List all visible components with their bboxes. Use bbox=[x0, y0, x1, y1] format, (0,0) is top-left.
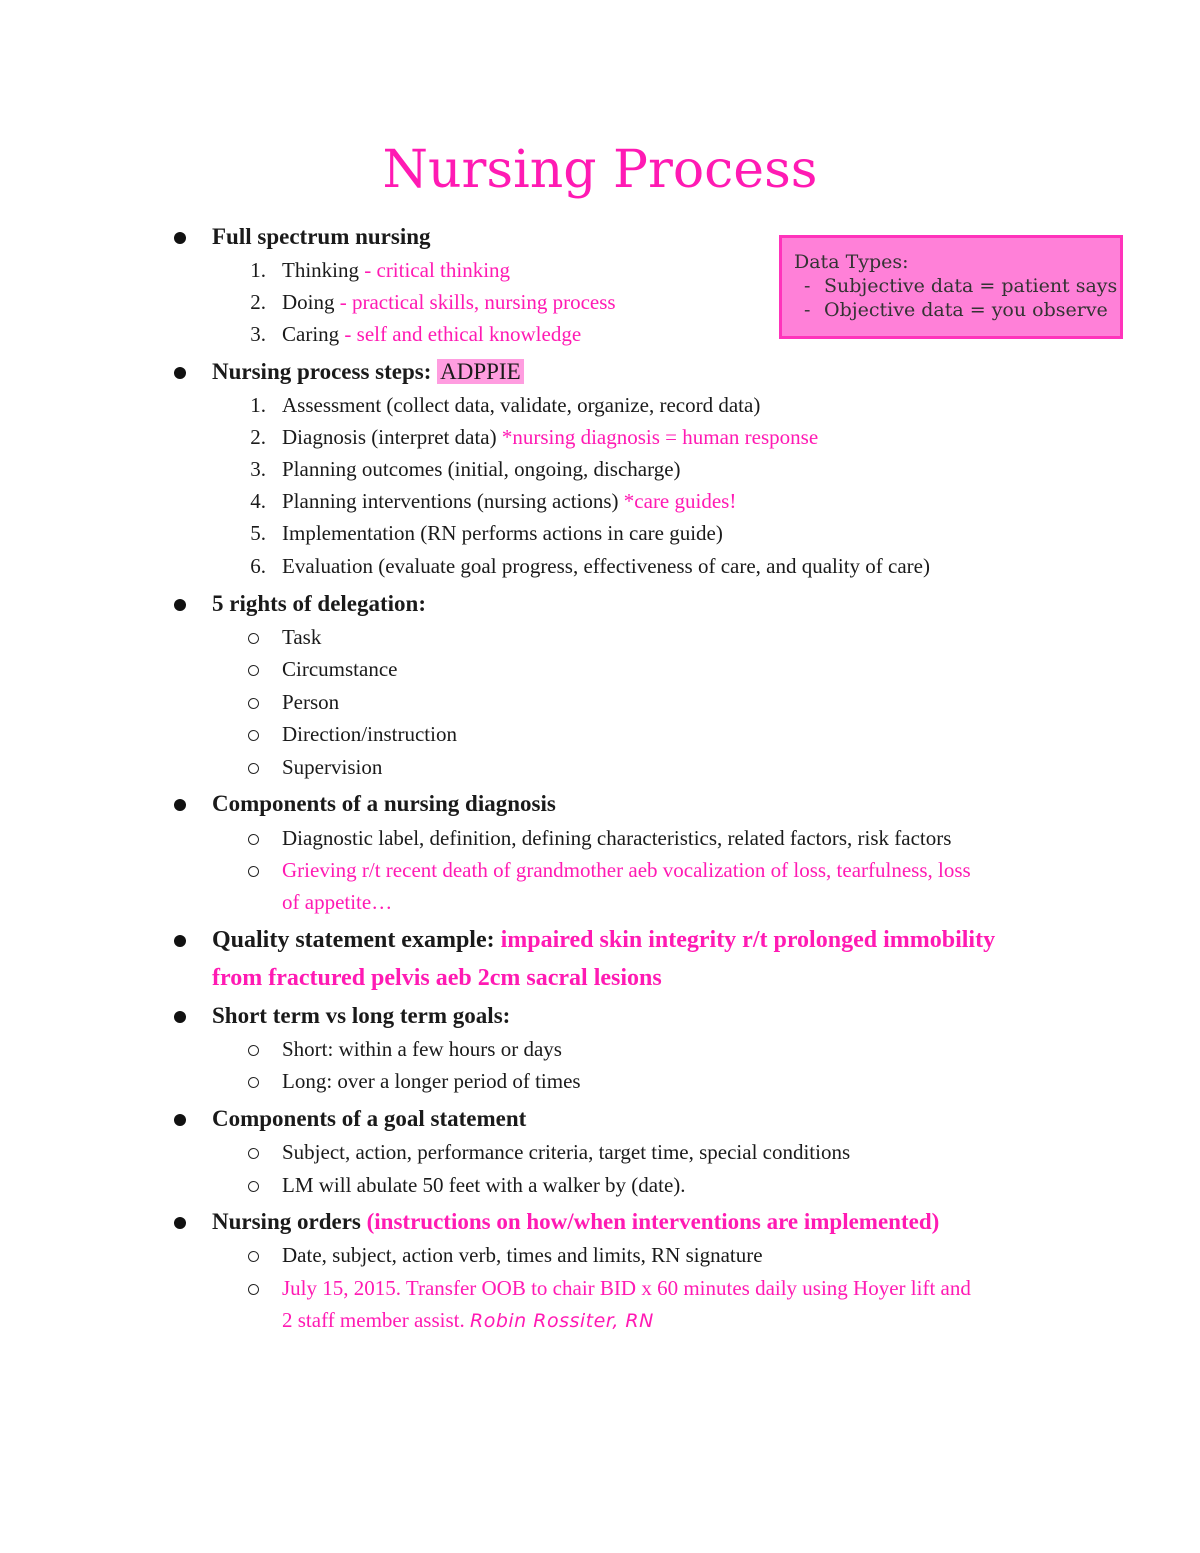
list-item-continuation: 2 staff member assist. Robin Rossiter, RN bbox=[282, 1308, 654, 1332]
list-item: Short: within a few hours or days bbox=[282, 1037, 562, 1061]
bullet-icon bbox=[174, 599, 186, 611]
data-types-title: Data Types: bbox=[794, 251, 909, 273]
list-item: LM will abulate 50 feet with a walker by (date). bbox=[282, 1173, 686, 1197]
list-item: Long: over a longer period of times bbox=[282, 1069, 581, 1093]
bullet-icon bbox=[174, 232, 186, 244]
list-item: Circumstance bbox=[282, 657, 398, 681]
section-heading: 5 rights of delegation: bbox=[212, 591, 427, 616]
list-item: Planning interventions (nursing actions) *care guides! bbox=[282, 489, 737, 513]
signature: Robin Rossiter, RN bbox=[470, 1310, 654, 1332]
bullet-icon bbox=[174, 367, 186, 379]
circle-bullet-icon bbox=[248, 1077, 259, 1088]
circle-bullet-icon bbox=[248, 633, 259, 644]
circle-bullet-icon bbox=[248, 665, 259, 676]
section-heading: Components of a nursing diagnosis bbox=[212, 791, 556, 816]
data-types-box bbox=[779, 235, 1123, 339]
list-number: 3. bbox=[250, 322, 266, 346]
bullet-icon bbox=[174, 1114, 186, 1126]
list-number: 5. bbox=[250, 521, 266, 545]
section-heading: Full spectrum nursing bbox=[212, 224, 431, 249]
list-item: Task bbox=[282, 625, 322, 649]
list-item: Person bbox=[282, 690, 340, 714]
data-types-item: - Subjective data = patient says bbox=[804, 275, 1118, 297]
circle-bullet-icon bbox=[248, 1181, 259, 1192]
circle-bullet-icon bbox=[248, 698, 259, 709]
list-number: 1. bbox=[250, 258, 266, 282]
list-item: Evaluation (evaluate goal progress, effectiveness of care, and quality of care) bbox=[282, 554, 930, 578]
list-number: 4. bbox=[250, 489, 266, 513]
circle-bullet-icon bbox=[248, 730, 259, 741]
list-item: Diagnosis (interpret data) *nursing diagnosis = human response bbox=[282, 425, 819, 449]
section-heading: Nursing process steps: ADPPIE bbox=[212, 355, 524, 388]
bullet-icon bbox=[174, 799, 186, 811]
list-number: 6. bbox=[250, 554, 266, 578]
bullet-icon bbox=[174, 1011, 186, 1023]
page-title: Nursing Process bbox=[382, 140, 818, 200]
list-item: Direction/instruction bbox=[282, 722, 457, 746]
list-item: Supervision bbox=[282, 755, 383, 779]
list-item: Grieving r/t recent death of grandmother aeb vocalization of loss, tearfulness, loss bbox=[282, 858, 971, 882]
list-item: Caring - self and ethical knowledge bbox=[282, 322, 582, 346]
list-item: Thinking - critical thinking bbox=[282, 258, 511, 282]
list-number: 1. bbox=[250, 393, 266, 417]
circle-bullet-icon bbox=[248, 1045, 259, 1056]
section-heading: Short term vs long term goals: bbox=[212, 1003, 511, 1028]
list-item: Diagnostic label, definition, defining characteristics, related factors, risk factors bbox=[282, 826, 952, 850]
section-heading: Quality statement example: impaired skin integrity r/t prolonged immobility bbox=[212, 927, 996, 953]
list-number: 2. bbox=[250, 425, 266, 449]
list-item-continuation: of appetite… bbox=[282, 890, 393, 914]
circle-bullet-icon bbox=[248, 866, 259, 877]
list-item: Date, subject, action verb, times and limits, RN signature bbox=[282, 1243, 763, 1267]
circle-bullet-icon bbox=[248, 1284, 259, 1295]
adppie-highlight: ADPPIE bbox=[437, 359, 524, 384]
circle-bullet-icon bbox=[248, 1148, 259, 1159]
quality-statement-continuation: from fractured pelvis aeb 2cm sacral lesions bbox=[212, 965, 662, 991]
bullet-icon bbox=[174, 1217, 186, 1229]
list-item: Assessment (collect data, validate, organize, record data) bbox=[282, 393, 761, 417]
list-item: Subject, action, performance criteria, target time, special conditions bbox=[282, 1140, 851, 1164]
circle-bullet-icon bbox=[248, 834, 259, 845]
list-item: July 15, 2015. Transfer OOB to chair BID x 60 minutes daily using Hoyer lift and bbox=[282, 1276, 971, 1300]
circle-bullet-icon bbox=[248, 763, 259, 774]
list-item: Doing - practical skills, nursing process bbox=[282, 290, 616, 314]
list-number: 3. bbox=[250, 457, 266, 481]
section-heading: Nursing orders (instructions on how/when interventions are implemented) bbox=[212, 1209, 940, 1234]
list-item: Planning outcomes (initial, ongoing, discharge) bbox=[282, 457, 681, 481]
circle-bullet-icon bbox=[248, 1251, 259, 1262]
list-item: Implementation (RN performs actions in care guide) bbox=[282, 521, 723, 545]
bullet-icon bbox=[174, 935, 186, 947]
section-heading: Components of a goal statement bbox=[212, 1106, 527, 1131]
list-number: 2. bbox=[250, 290, 266, 314]
data-types-item: - Objective data = you observe bbox=[804, 299, 1108, 321]
